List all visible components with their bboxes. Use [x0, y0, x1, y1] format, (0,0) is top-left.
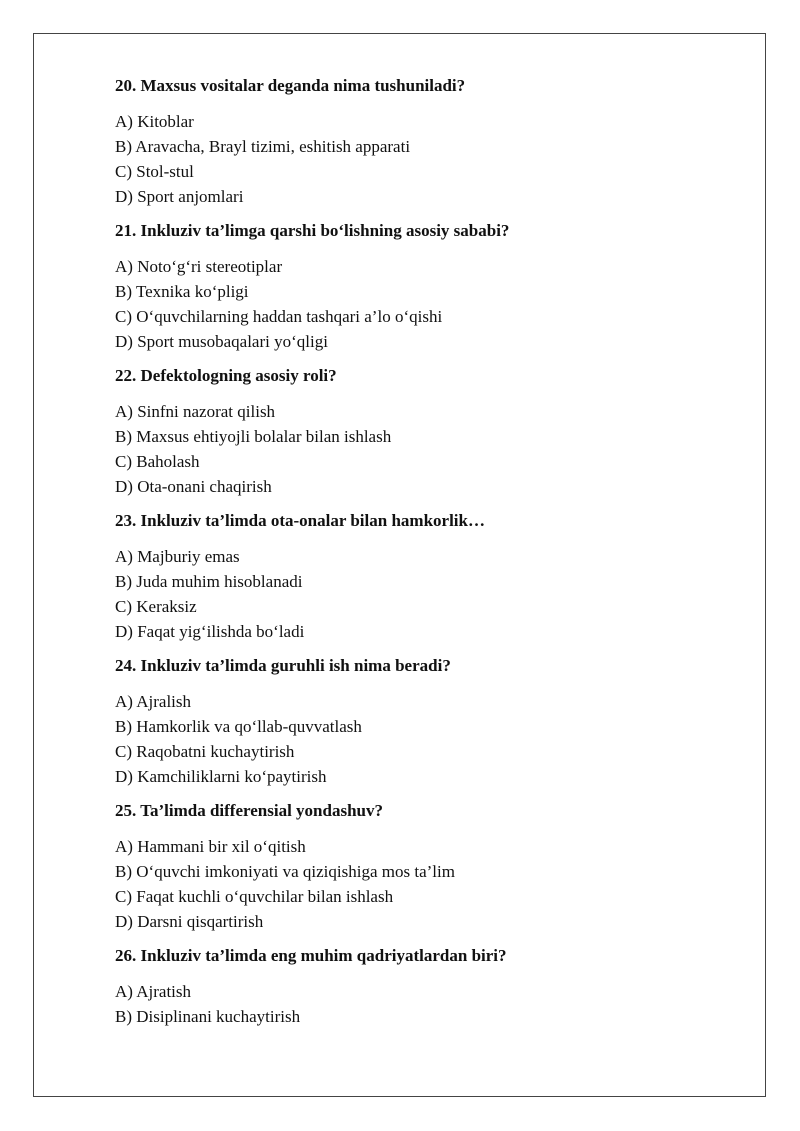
- question-title: 21. Inkluziv ta’limga qarshi bo‘lishning asosiy sababi?: [115, 221, 510, 240]
- question-24: [115, 654, 735, 789]
- question-list: [115, 74, 735, 1039]
- option-c: C) Baholash: [115, 452, 200, 471]
- option-d: D) Darsni qisqartirish: [115, 912, 264, 931]
- option-c: C) Stol-stul: [115, 162, 194, 181]
- question-26: [115, 944, 735, 1029]
- option-d: D) Sport musobaqalari yo‘qligi: [115, 332, 328, 351]
- option-b: B) Hamkorlik va qo‘llab-quvvatlash: [115, 717, 362, 736]
- option-c: C) Raqobatni kuchaytirish: [115, 742, 295, 761]
- option-c: C) Keraksiz: [115, 597, 197, 616]
- question-25: [115, 799, 735, 934]
- option-a: A) Ajralish: [115, 692, 192, 711]
- question-22: [115, 364, 735, 499]
- option-d: D) Ota-onani chaqirish: [115, 477, 272, 496]
- option-b: B) O‘quvchi imkoniyati va qiziqishiga mos ta’lim: [115, 862, 455, 881]
- question-title: 23. Inkluziv ta’limda ota-onalar bilan hamkorlik…: [115, 511, 485, 530]
- option-d: D) Sport anjomlari: [115, 187, 244, 206]
- option-a: A) Majburiy emas: [115, 547, 240, 566]
- question-20: [115, 74, 735, 209]
- option-d: D) Kamchiliklarni ko‘paytirish: [115, 767, 327, 786]
- option-b: B) Texnika ko‘pligi: [115, 282, 249, 301]
- option-a: A) Hammani bir xil o‘qitish: [115, 837, 306, 856]
- option-b: B) Maxsus ehtiyojli bolalar bilan ishlash: [115, 427, 392, 446]
- question-title: 22. Defektologning asosiy roli?: [115, 366, 337, 385]
- option-a: A) Ajratish: [115, 982, 192, 1001]
- question-title: 24. Inkluziv ta’limda guruhli ish nima beradi?: [115, 656, 451, 675]
- question-21: [115, 219, 735, 354]
- question-title: 25. Ta’limda differensial yondashuv?: [115, 801, 383, 820]
- option-b: B) Juda muhim hisoblanadi: [115, 572, 303, 591]
- option-a: A) Kitoblar: [115, 112, 194, 131]
- option-c: C) O‘quvchilarning haddan tashqari a’lo o‘qishi: [115, 307, 443, 326]
- option-c: C) Faqat kuchli o‘quvchilar bilan ishlash: [115, 887, 394, 906]
- option-d: D) Faqat yig‘ilishda bo‘ladi: [115, 622, 305, 641]
- question-title: 26. Inkluziv ta’limda eng muhim qadriyatlardan biri?: [115, 946, 507, 965]
- option-a: A) Sinfni nazorat qilish: [115, 402, 276, 421]
- question-title: 20. Maxsus vositalar deganda nima tushuniladi?: [115, 76, 466, 95]
- option-b: B) Aravacha, Brayl tizimi, eshitish apparati: [115, 137, 411, 156]
- option-a: A) Noto‘g‘ri stereotiplar: [115, 257, 283, 276]
- question-23: [115, 509, 735, 644]
- option-b: B) Disiplinani kuchaytirish: [115, 1007, 301, 1026]
